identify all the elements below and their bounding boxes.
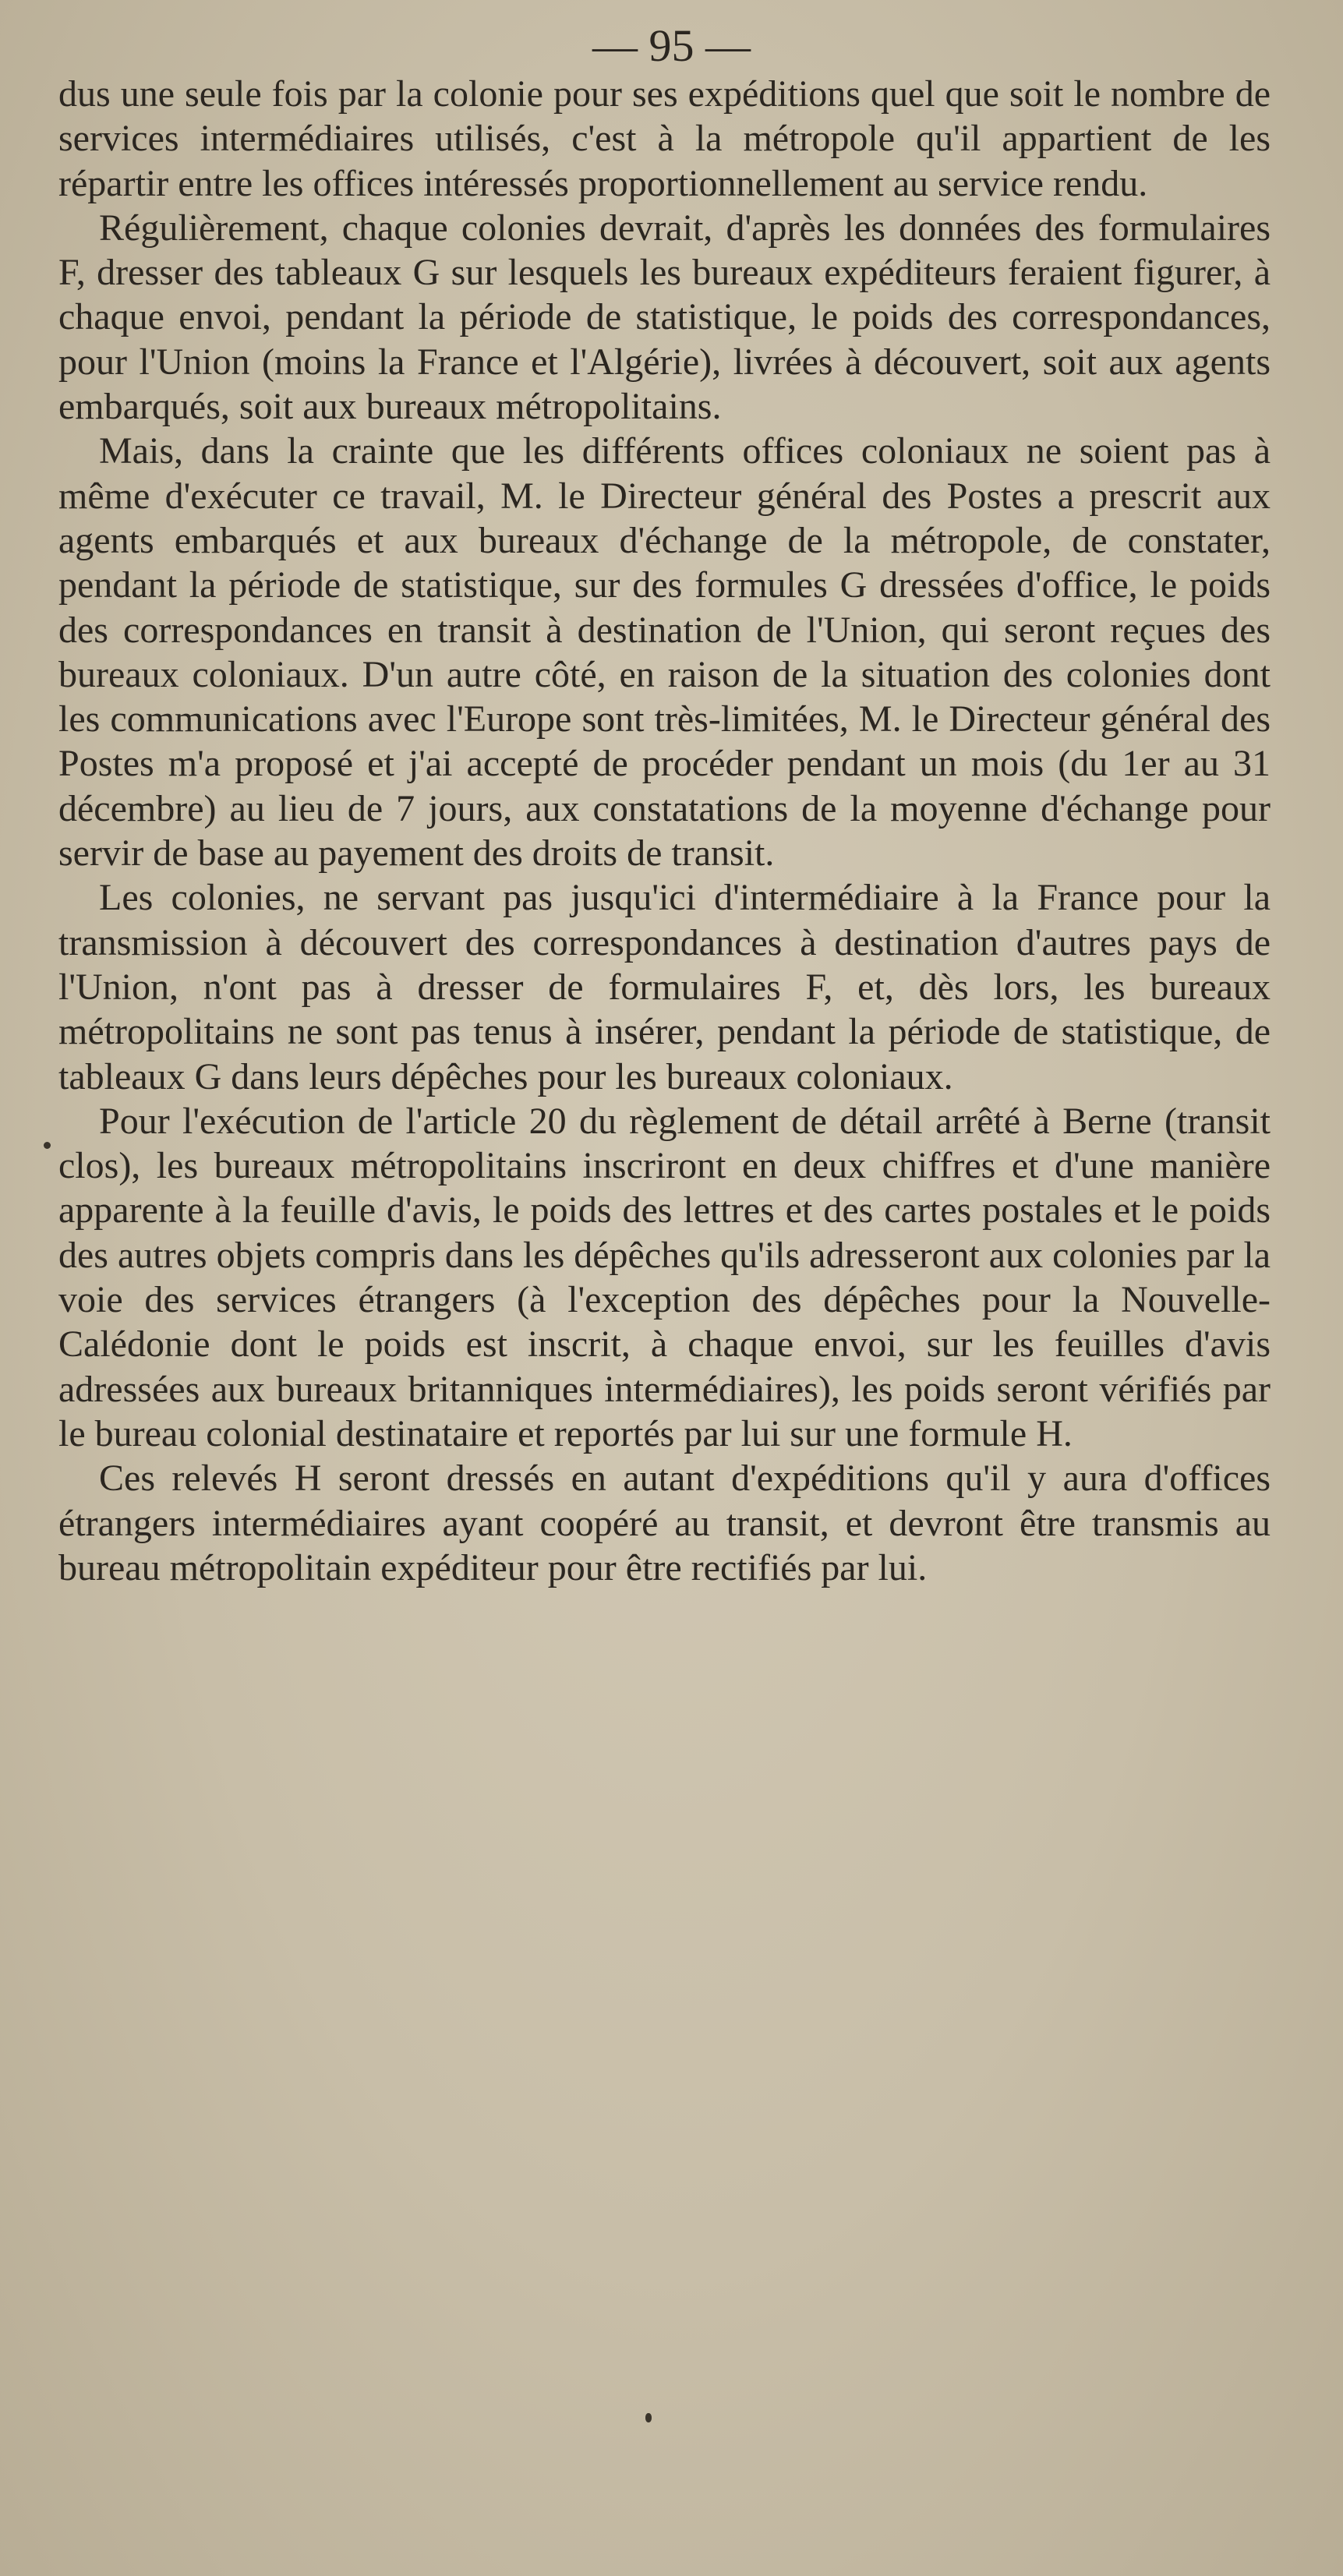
body-text [58, 72, 1271, 1590]
paragraph-continuation: dus une seule fois par la colonie pour ses expéditions quel que soit le nombre de services intermédiaires utilisés, c'est à la métropole qu'il appartient de les répartir entre les offices intéressés proportionnellement au service rendu. [58, 73, 1271, 204]
paragraph-releves-h: Ces relevés H seront dressés en autant d'expéditions qu'il y aura d'offices étrangers intermédiaires ayant coopéré au transit, et devront être transmis au bureau métropolitain expéditeur pour être rectifiés par lui. [58, 1458, 1271, 1588]
margin-ink-dot [44, 1142, 51, 1149]
paragraph-colonies-intermediaire: Les colonies, ne servant pas jusqu'ici d'intermédiaire à la France pour la transmission à découvert des correspondances à destination d'autres pays de l'Union, n'ont pas à dresser de formulaires F, et, dès lors, les bureaux métropolitains ne sont pas tenus à insérer, pendant la période de statistique, de tableaux G dans leurs dépêches pour les bureaux coloniaux. [58, 877, 1271, 1097]
bottom-ink-dot [645, 2413, 652, 2422]
paragraph-article-20: Pour l'exécution de l'article 20 du règlement de détail arrêté à Berne (transit clos), les bureaux métropolitains inscriront en deux chiffres et d'une manière apparente à la feuille d'avis, le poids des lettres et des cartes postales et le poids des autres objets compris dans les dépêches qu'ils adresseront aux colonies par la voie des services étrangers (à l'exception des dépêches pour la Nouvelle-Calédonie dont le poids est inscrit, à chaque envoi, sur les feuilles d'avis adressées aux bureaux britanniques intermédiaires), les poids seront vérifiés par le bureau colonial destinataire et reportés par lui sur une formule H. [58, 1100, 1271, 1454]
paragraph-offices-coloniaux: Mais, dans la crainte que les différents offices coloniaux ne soient pas à même d'exécuter ce travail, M. le Directeur général des Postes a prescrit aux agents embarqués et aux bureaux d'échange de la métropole, de constater, pendant la période de statistique, sur des formules G dressées d'office, le poids des correspondances en transit à destination de l'Union, qui seront reçues des bureaux coloniaux. D'un autre côté, en raison de la situation des colonies dont les communications avec l'Europe sont très-limitées, M. le Directeur général des Postes m'a proposé et j'ai accepté de procéder pendant un mois (du 1er au 31 décembre) au lieu de 7 jours, aux constatations de la moyenne d'échange pour servir de base au payement des droits de transit. [58, 430, 1271, 875]
page-number: — 95 — [592, 20, 751, 71]
paragraph-formulaires: Régulièrement, chaque colonies devrait, d'après les données des formulaires F, dresser des tableaux G sur lesquels les bureaux expéditeurs feraient figurer, à chaque envoi, pendant la période de statistique, le poids des correspondances, pour l'Union (moins la France et l'Algérie), livrées à découvert, soit aux agents embarqués, soit aux bureaux métropolitains. [58, 207, 1271, 428]
